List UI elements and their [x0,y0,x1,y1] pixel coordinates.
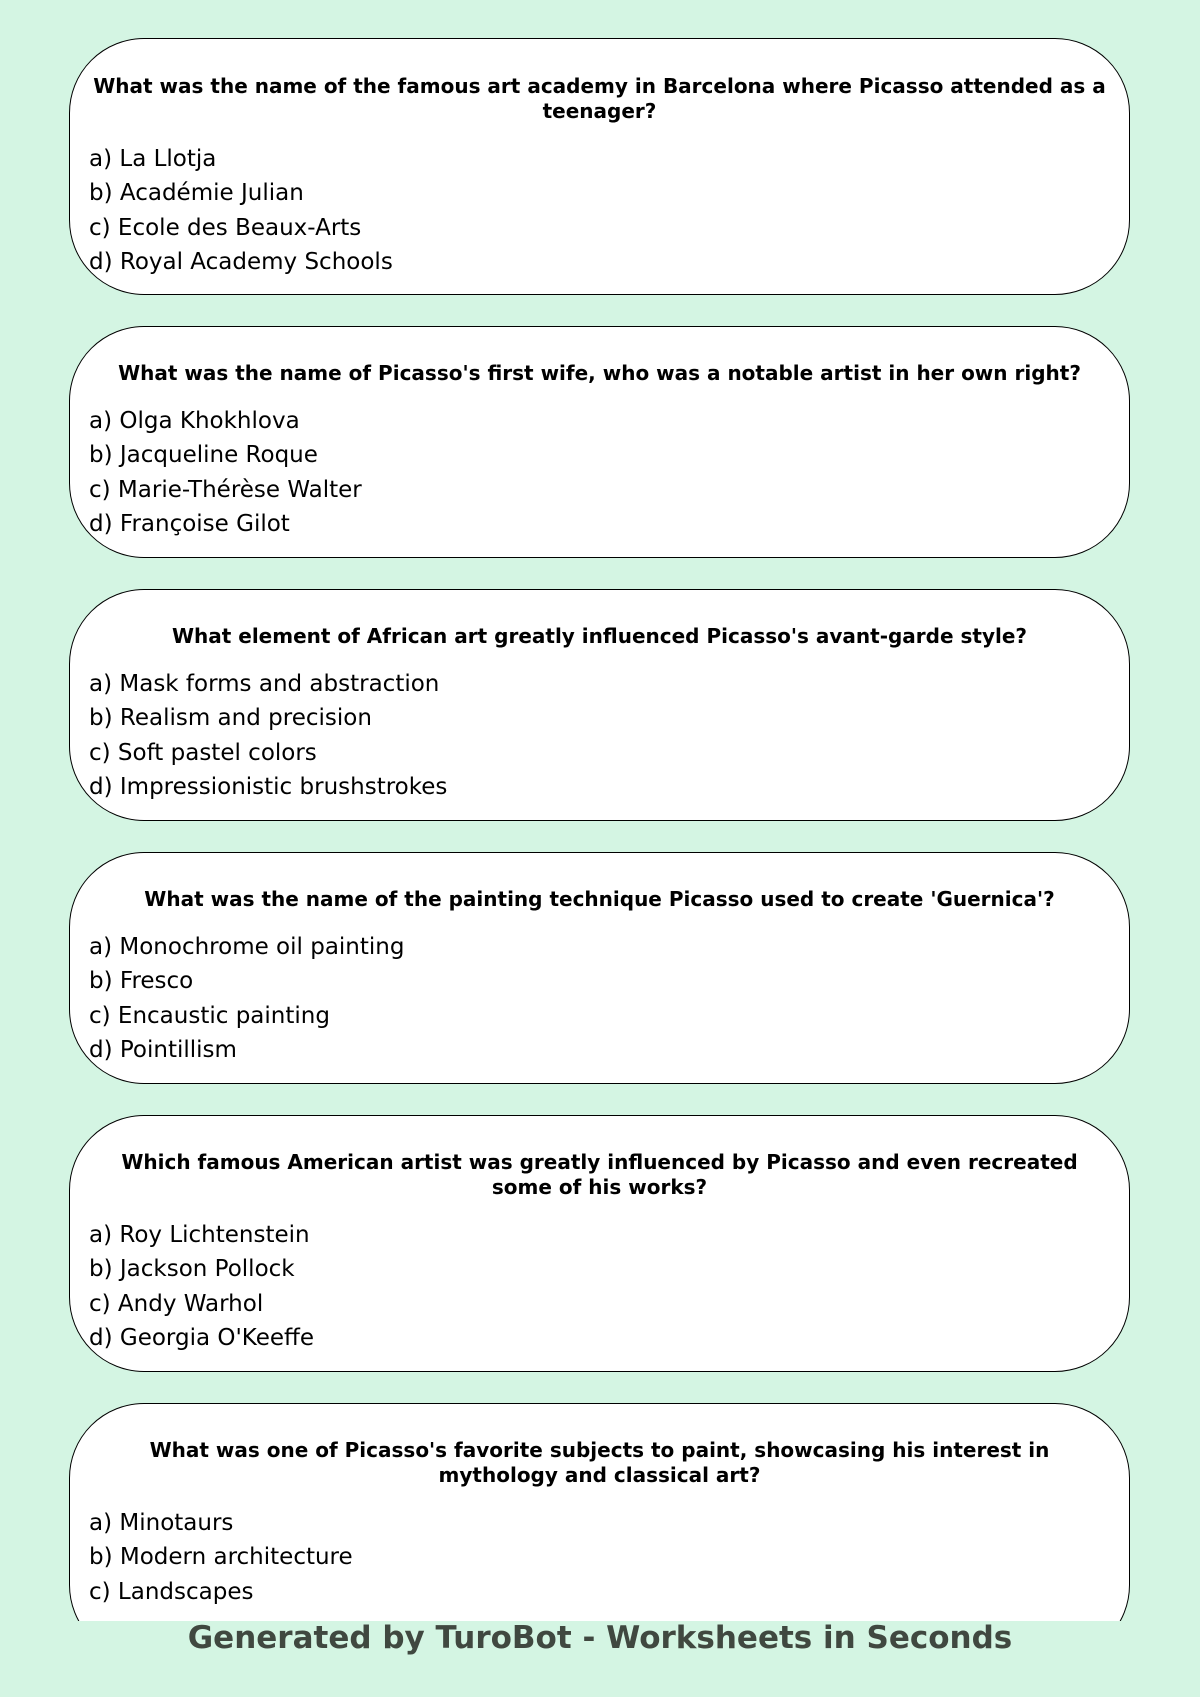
answer-options [70,667,1129,804]
answer-option: d) Royal Academy Schools [89,248,393,275]
answer-option: d) Françoise Gilot [89,510,290,537]
question-card-4 [69,852,1130,1084]
answer-option: c) Andy Warhol [89,1290,264,1317]
answer-options [70,142,1129,279]
answer-option: b) Modern architecture [89,1544,353,1571]
answer-option: d) Impressionistic brushstrokes [89,773,448,800]
answer-option: c) Soft pastel colors [89,739,317,766]
footer-credit: Generated by TuroBot - Worksheets in Seconds [187,1620,1013,1656]
question-text: What was the name of the famous art academy in Barcelona where Picasso attended as a teenager? [93,74,1106,123]
answer-option: a) Roy Lichtenstein [89,1222,310,1248]
answer-options [70,1218,1129,1355]
question-card-5 [69,1115,1130,1372]
question-card-3 [69,589,1130,821]
answer-option: a) Minotaurs [89,1510,234,1536]
question-text: What was the name of Picasso's first wife, who was a notable artist in her own right? [118,361,1081,385]
answer-option: a) Mask forms and abstraction [89,671,440,697]
answer-option: c) Encaustic painting [89,1002,330,1029]
answer-option: d) Georgia O'Keeffe [89,1324,315,1351]
question-card-6 [69,1403,1130,1621]
question-text: Which famous American artist was greatly influenced by Picasso and even recreated some of his works? [121,1150,1078,1199]
answer-options [70,930,1129,1067]
answer-option: b) Fresco [89,968,194,995]
answer-option: a) La Llotja [89,146,217,172]
answer-option: c) Ecole des Beaux-Arts [89,214,362,241]
answer-options [70,1506,1129,1609]
question-card-2 [69,326,1130,558]
question-text: What element of African art greatly influenced Picasso's avant-garde style? [171,624,1028,648]
answer-option: b) Jacqueline Roque [89,442,318,469]
answer-option: c) Marie-Thérèse Walter [89,476,362,503]
answer-option: b) Académie Julian [89,180,304,207]
answer-option: b) Realism and precision [89,705,372,732]
answer-option: a) Olga Khokhlova [89,408,300,434]
question-text: What was the name of the painting technique Picasso used to create 'Guernica'? [144,887,1055,911]
answer-option: b) Jackson Pollock [89,1256,295,1283]
answer-option: a) Monochrome oil painting [89,934,405,960]
question-text: What was one of Picasso's favorite subjects to paint, showcasing his interest in mythology and classical art? [149,1438,1050,1487]
question-card-1 [69,38,1130,295]
answer-option: d) Pointillism [89,1036,237,1063]
answer-options [70,404,1129,541]
answer-option: c) Landscapes [89,1578,254,1605]
